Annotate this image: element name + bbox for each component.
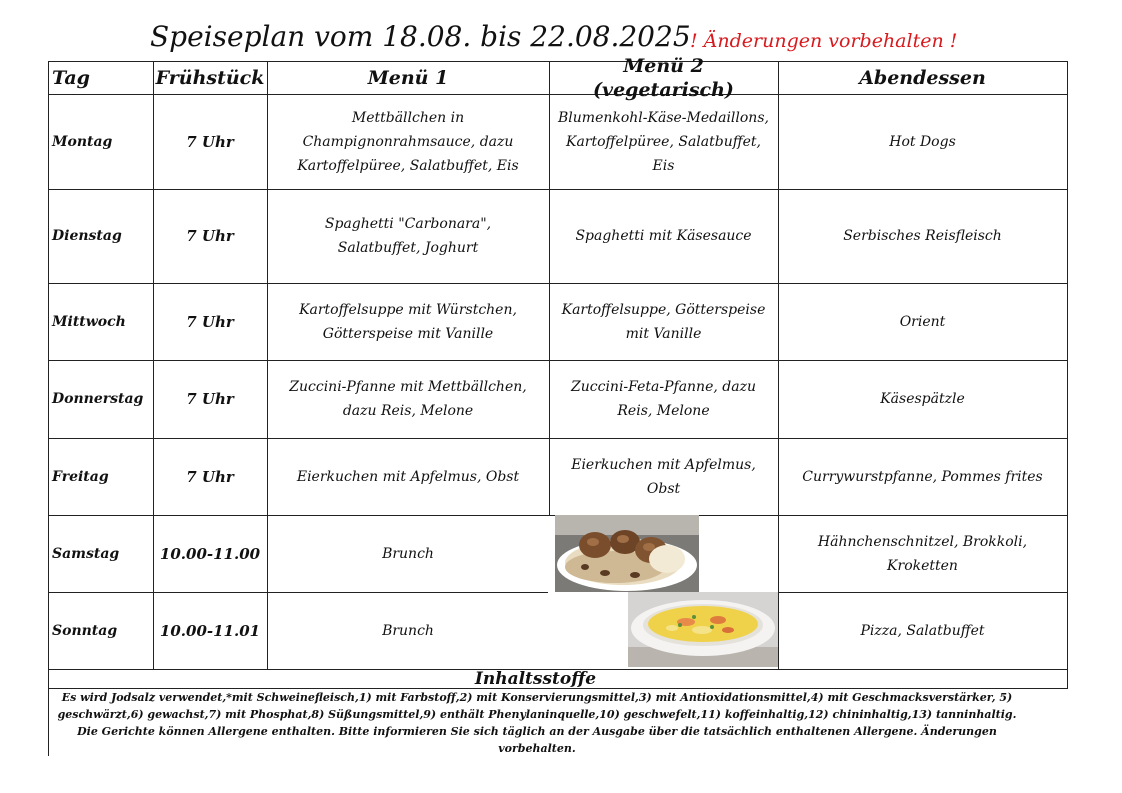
header-day: Tag [52,66,90,89]
row-breakfast: 7 Uhr [186,312,234,331]
row-breakfast: 7 Uhr [186,132,234,151]
soup-image [628,592,778,667]
row-menu2: Eierkuchen mit Apfelmus, Obst [571,456,756,497]
row-menu1: Mettbällchen in Champignonrahmsauce, dazu Kartoffelpüree, Salatbuffet, Eis [297,109,519,174]
row-breakfast: 7 Uhr [186,227,234,245]
row-day: Dienstag [52,228,122,244]
row-menu1: Brunch [382,622,434,639]
row-breakfast: 10.00-11.01 [159,621,261,640]
header-dinner: Abendessen [859,66,986,89]
row-dinner: Käsespätzle [880,391,965,407]
row-day: Montag [52,133,113,150]
soup-photo [628,592,778,667]
row-day: Donnerstag [52,391,144,407]
row-day: Mittwoch [52,313,126,330]
menu-table [48,54,1068,756]
row-breakfast: 10.00-11.00 [159,544,261,563]
row-menu2: Zuccini-Feta-Pfanne, dazu Reis, Melone [571,379,756,419]
row-day: Sonntag [52,622,118,639]
row-breakfast: 7 Uhr [186,390,234,408]
header-menu2: Menü 2 (vegetarisch) [593,54,734,101]
row-dinner: Serbisches Reisfleisch [843,228,1002,244]
legend-title: Inhaltsstoffe [474,669,597,689]
row-breakfast: 7 Uhr [186,467,234,486]
header-menu1: Menü 1 [367,66,449,89]
row-menu2: Kartoffelsuppe, Götterspeise mit Vanille [561,301,766,342]
grid-line [1067,61,1068,688]
meatballs-photo [555,515,699,592]
row-dinner: Currywurstpfanne, Pommes frites [802,468,1043,485]
row-menu1: Zuccini-Pfanne mit Mettbällchen, dazu Reis, Melone [289,379,527,419]
page-title: Speiseplan vom 18.08. bis 22.08.2025 [150,20,691,53]
row-dinner: Pizza, Salatbuffet [860,622,985,639]
row-menu1: Eierkuchen mit Apfelmus, Obst [296,468,520,485]
row-menu1: Kartoffelsuppe mit Würstchen, Götterspeise mit Vanille [299,301,517,342]
row-menu1: Brunch [382,545,434,562]
row-menu1: Spaghetti "Carbonara", Salatbuffet, Joghurt [324,216,492,256]
row-day: Freitag [52,468,109,485]
changes-notice: ! Änderungen vorbehalten ! [690,30,958,52]
meatballs-image [555,515,699,592]
row-menu2: Blumenkohl-Käse-Medaillons, Kartoffelpüree, Salatbuffet, Eis [558,109,769,174]
row-menu2: Spaghetti mit Käsesauce [575,228,752,244]
row-dinner: Hähnchenschnitzel, Brokkoli, Kroketten [817,533,1028,574]
row-dinner: Orient [899,313,946,330]
legend-text: Es wird Jodsalz verwendet,*mit Schweinefleisch,1) mit Farbstoff,2) mit Konservierungsmittel,3) mit Antioxidationsmittel,4) mit Geschmacksverstärker, 5) geschwärzt,6) gewachst,7) mit Phosphat,8) Süßungsmittel,9) enthält Phenylaninquelle,10) geschwefelt,11) koffeinhaltig,12) chininhaltig,13) tanninhaltig. Die Gerichte können Allergene enthalten. Bitte informieren Sie sich täglich an der Ausgabe über die tatsächlich enthaltenen Allergene. Änderungen vorbehalten. [57,691,1017,755]
row-day: Samstag [52,545,120,562]
header-breakfast: Frühstück [155,66,265,89]
row-dinner: Hot Dogs [889,133,956,150]
